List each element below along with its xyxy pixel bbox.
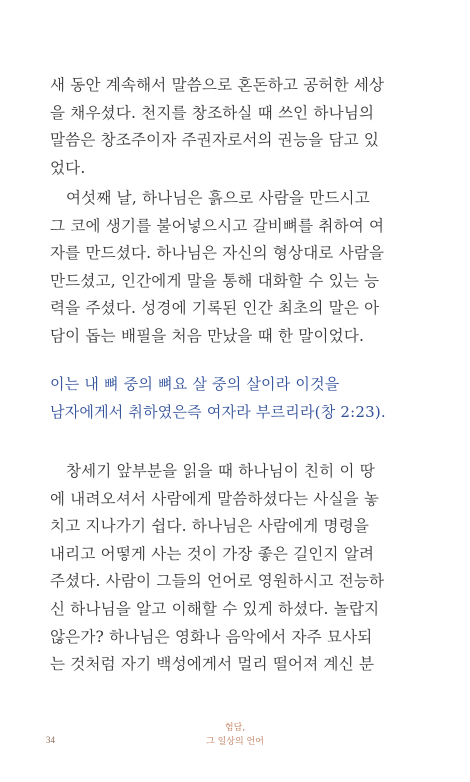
page-number: 34	[46, 735, 55, 745]
quote-line: 남자에게서 취하였은즉 여자라 부르리라(창 2:23).	[50, 402, 386, 421]
text-line: 않은가? 하나님은 영화나 음악에서 자주 묘사되	[50, 627, 373, 646]
text-line: 었다.	[50, 158, 86, 177]
text-line: 신 하나님을 알고 이해할 수 있게 하셨다. 놀랍지	[50, 599, 380, 618]
book-title-line-1: 험담,	[224, 723, 246, 733]
running-footer-title	[0, 721, 470, 749]
text-line: 말씀은 창조주이자 주권자로서의 권능을 담고 있	[50, 131, 380, 150]
text-line: 을 채우셨다. 천지를 창조하실 때 쓰인 하나님의	[50, 103, 375, 122]
paragraph-3	[50, 458, 422, 679]
text-line: 는 것처럼 자기 백성에게서 멀리 떨어져 계신 분	[50, 655, 375, 674]
text-line: 담이 돕는 배필을 처음 만났을 때 한 말이었다.	[50, 326, 365, 345]
text-line: 만드셨고, 인간에게 말을 통해 대화할 수 있는 능	[50, 271, 380, 290]
text-line: 력을 주셨다. 성경에 기록된 인간 최초의 말은 아	[50, 299, 380, 318]
text-line: 여섯째 날, 하나님은 흙으로 사람을 만드시고	[66, 189, 370, 207]
text-line: 내리고 어떻게 사는 것이 가장 좋은 길인지 알려	[50, 544, 375, 563]
text-line: 자를 만드셨다. 하나님은 자신의 형상대로 사람을	[50, 244, 385, 263]
text-line: 주셨다. 사람이 그들의 언어로 영원하시고 전능하	[50, 572, 385, 591]
paragraph-2	[50, 185, 422, 351]
quote-line: 이는 내 뼈 중의 뼈요 살 중의 살이라 이것을	[50, 375, 340, 393]
book-title-line-2: 그 일상의 언어	[206, 737, 264, 747]
text-line: 에 내려오셔서 사람에게 말씀하셨다는 사실을 놓	[50, 489, 380, 508]
text-line: 그 코에 생기를 불어넣으시고 갈비뼈를 취하여 여	[50, 216, 385, 235]
text-line: 창세기 앞부분을 읽을 때 하나님이 친히 이 땅	[66, 462, 376, 480]
paragraph-1	[50, 72, 422, 182]
text-line: 새 동안 계속해서 말씀으로 혼돈하고 공허한 세상	[50, 76, 385, 94]
text-line: 치고 지나가기 쉽다. 하나님은 사람에게 명령을	[50, 517, 370, 536]
scripture-quote	[50, 371, 422, 426]
